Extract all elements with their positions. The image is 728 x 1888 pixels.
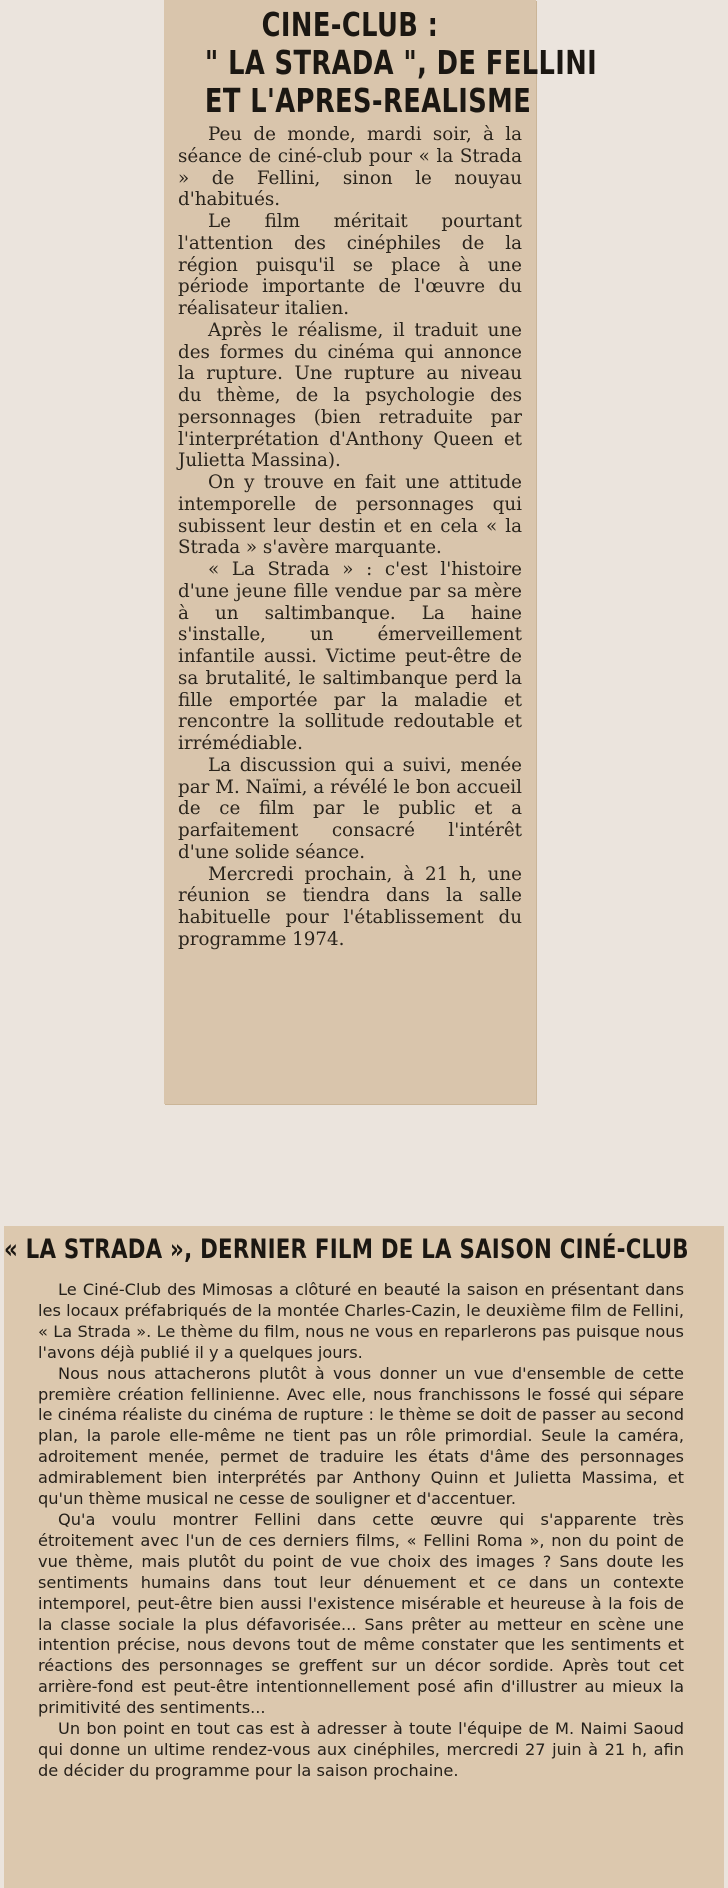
- headline-bottom: « LA STRADA », DERNIER FILM DE LA SAISON CINÉ-CLUB: [4, 1234, 689, 1265]
- paragraph: Après le réalisme, il traduit une des formes du cinéma qui annonce la rupture. Une rupture au niveau du thème, de la psychologie des personnages (bien retraduite par l'interprétation d'Anthony Queen et Julietta Massina).: [178, 319, 522, 472]
- paragraph: Le film méritait pourtant l'attention des cinéphiles de la région puisqu'il se place à une période importante de l'œuvre du réalisateur italien.: [178, 211, 522, 319]
- paragraph: La discussion qui a suivi, menée par M. Naïmi, a révélé le bon accueil de ce film par le public et a parfaitement consacré l'intérêt d'une solide séance.: [178, 754, 522, 863]
- paragraph: Le Ciné-Club des Mimosas a clôturé en beauté la saison en présentant dans les locaux préfabriqués de la montée Charles-Cazin, le deuxième film de Fellini, « La Strada ». Le thème du film, nous ne vous en reparlerons pas puisque nous l'avons déjà publié il y a quelques jours.: [38, 1280, 684, 1362]
- paragraph: Qu'a voulu montrer Fellini dans cette œuvre qui s'apparente très étroitement avec l'un de ces derniers films, « Fellini Roma », non du point de vue thème, mais plutôt du point de vue choix des images ? Sans doute les sentiments humains dans tout leur dénuement et ce dans un contexte intemporel, peut-être bien aussi l'existence misérable et heureuse à la fois de la classe sociale la plus défavorisée... Sans prêter au metteur en scène une intention précise, nous devons tout de même constater que les sentiments et réactions des personnages se greffent sur un décor sordide. Après tout cet arrière-fond est peut-être intentionnellement posé afin d'illustrer au mieux la primitivité des sentiments...: [38, 1509, 684, 1718]
- headline-top: [204, 5, 598, 120]
- paragraph: Mercredi prochain, à 21 h, une réunion se tiendra dans la salle habituelle pour l'établissement du programme 1974.: [178, 863, 522, 950]
- headline-line-3: ET L'APRES-REALISME: [204, 81, 532, 120]
- paragraph: Nous nous attacherons plutôt à vous donner un vue d'ensemble de cette première création fellinienne. Avec elle, nous franchissons le fossé qui sépare le cinéma réaliste du cinéma de rupture : le thème se doit de passer au second plan, la parole elle-même ne tient pas un rôle primordial. Seule la caméra, adroitement menée, permet de traduire les états d'âme des personnages admirablement bien interprétés par Anthony Quinn et Julietta Massima, et qu'un thème musical ne cesse de souligner et d'accentuer.: [38, 1363, 684, 1509]
- headline-line-1: CINE-CLUB :: [261, 5, 439, 44]
- article-body-bottom: [38, 1280, 684, 1782]
- newspaper-clipping-top: [164, 0, 598, 1104]
- article-body-top: [178, 124, 522, 951]
- paragraph: On y trouve en fait une attitude intemporelle de personnages qui subissent leur destin et en cela « la Strada » s'avère marquante.: [178, 472, 522, 559]
- newspaper-clipping-bottom: [4, 1226, 724, 1888]
- headline-line-2: " LA STRADA ", DE FELLINI: [204, 43, 598, 82]
- paragraph: Un bon point en tout cas est à adresser à toute l'équipe de M. Naimi Saoud qui donne un ultime rendez-vous aux cinéphiles, mercredi 27 juin à 21 h, afin de décider du programme pour la saison prochaine.: [38, 1719, 684, 1780]
- paragraph: Peu de monde, mardi soir, à la séance de ciné-club pour « la Strada » de Fellini, sinon le nouyau d'habitués.: [178, 124, 522, 211]
- paragraph: « La Strada » : c'est l'histoire d'une jeune fille vendue par sa mère à un saltimbanque. La haine s'installe, un émerveillement infantile aussi. Victime peut-être de sa brutalité, le saltimbanque perd la fille emportée par la maladie et rencontre la sollitude redoutable et irrémédiable.: [178, 559, 522, 754]
